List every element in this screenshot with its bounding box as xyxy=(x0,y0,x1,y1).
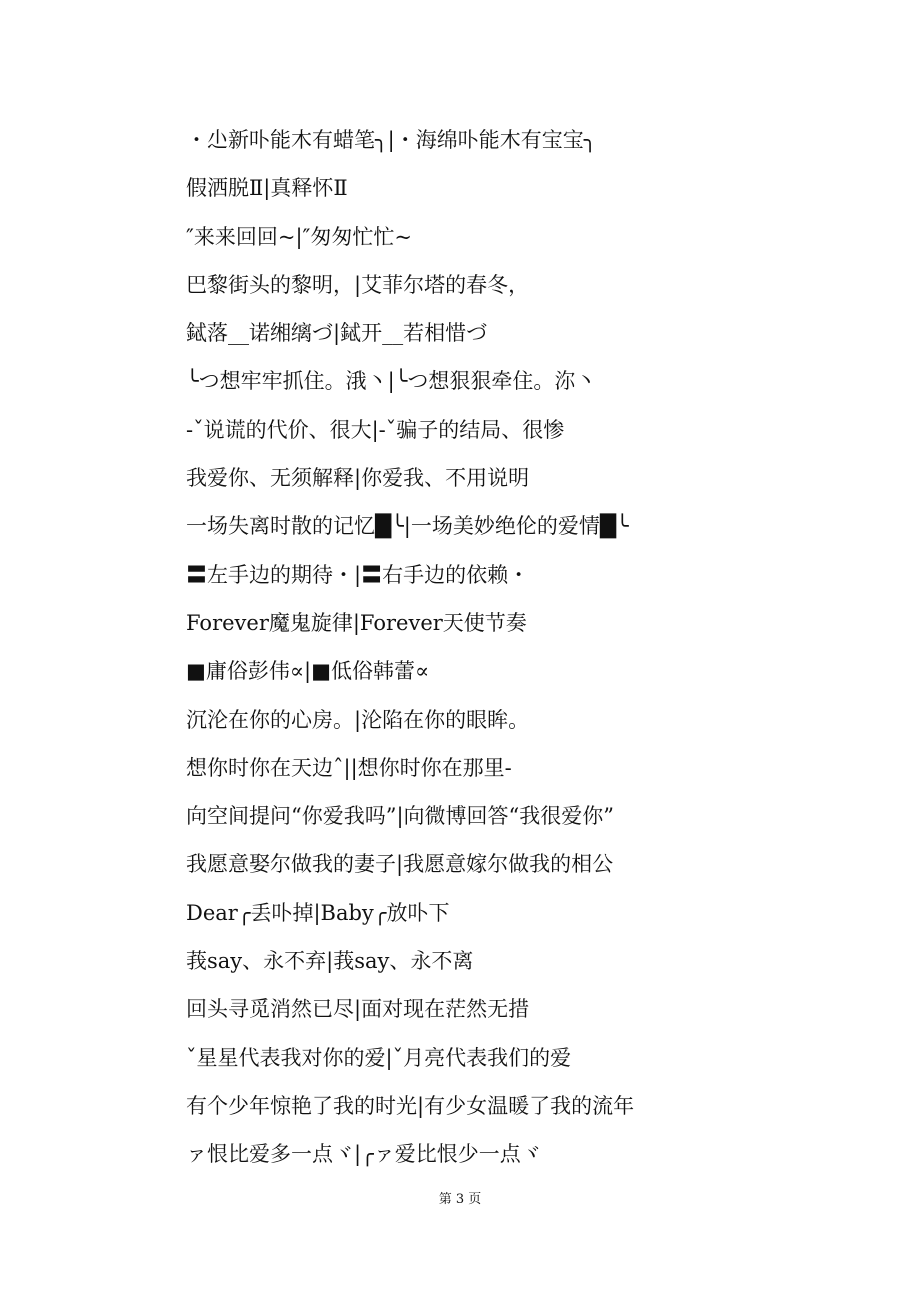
text-line-20: ˇ星星代表我对你的爱|ˇ月亮代表我们的爱 xyxy=(186,1045,572,1070)
text-line-8: 我爱你、无须解释|你爱我、不用说明 xyxy=(186,466,530,491)
page-number: 第 3 页 xyxy=(438,1192,482,1207)
text-line-19: 回头寻觅消然已尽|面对现在茫然无措 xyxy=(186,997,530,1022)
text-line-9: 一场失离时散的记忆█╰|一场美妙绝伦的爱情█╰ xyxy=(186,514,629,539)
text-line-13: 沉沦在你的心房。|沦陷在你的眼眸。 xyxy=(186,707,530,732)
text-line-11: Forever魔鬼旋律|Forever天使节奏 xyxy=(186,610,527,635)
text-line-21: 有个少年惊艳了我的时光|有少女温暖了我的流年 xyxy=(186,1093,635,1118)
text-line-5: 鋱落__诺缃缡づ|鋱开__若相惜づ xyxy=(186,321,488,346)
text-lines xyxy=(186,116,886,1179)
text-line-3: ″来来回回~|″匆匆忙忙~ xyxy=(186,224,412,249)
text-line-14: 想你时你在天边ˆ||想你时你在那里- xyxy=(186,755,512,780)
text-line-12: ■庸俗彭伟∝|■低俗韩蕾∝ xyxy=(186,659,430,684)
text-line-6: ╰つ想牢牢抓住。涐丶|╰つ想狠狠牵住。沵丶 xyxy=(186,369,597,394)
text-line-18: 莪say、永不弃|莪say、永不离 xyxy=(186,949,474,974)
text-line-7: -ˇ说谎的代价、很大|-ˇ骗子的结局、很惨 xyxy=(186,417,565,442)
text-line-10: 〓左手边的期待・|〓右手边的依赖・ xyxy=(186,562,530,587)
text-line-2: 假洒脱Ⅱ|真释怀Ⅱ xyxy=(186,176,348,201)
text-line-22: ァ恨比爱多一点ヾ|╭ァ爱比恨少一点ヾ xyxy=(186,1142,542,1167)
text-line-4: 巴黎街头的黎明，|艾菲尔塔的春冬， xyxy=(186,272,530,297)
text-line-16: 我愿意娶尔做我的妻子|我愿意嫁尔做我的相公 xyxy=(186,852,614,877)
text-line-17: Dear╭丢卟掉|Baby╭放卟下 xyxy=(186,900,450,925)
text-line-1: ・尐新卟能木有蜡笔╮|・海绵卟能木有宝宝╮ xyxy=(186,128,597,152)
text-line-15: 向空间提问“你爱我吗”|向微博回答“我很爱你” xyxy=(186,804,615,829)
